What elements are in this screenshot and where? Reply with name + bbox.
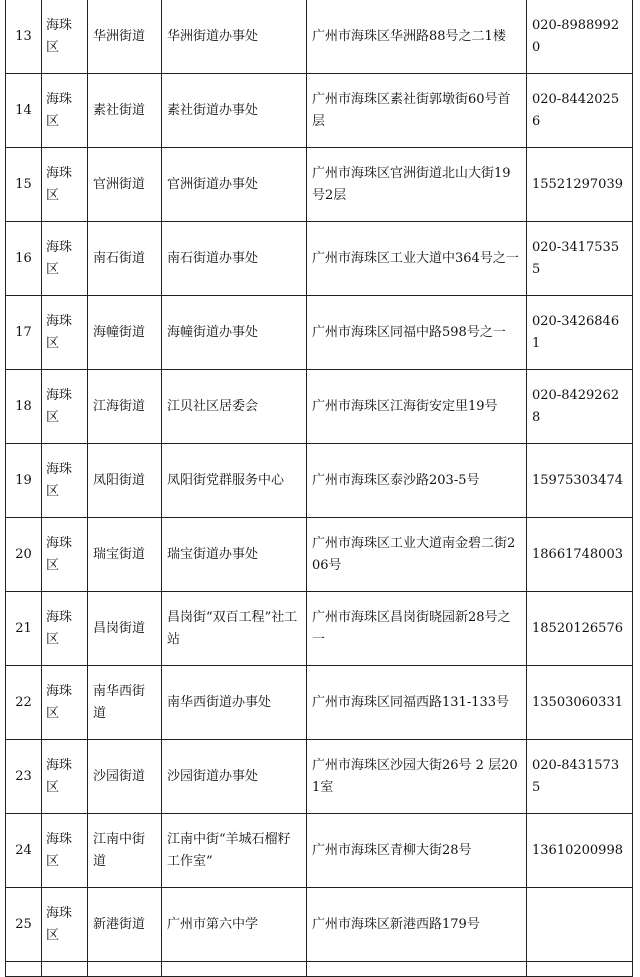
cell-partial (42, 962, 88, 977)
address-cell: 广州市海珠区青柳大街28号 (307, 814, 527, 888)
row-number: 23 (6, 740, 42, 814)
street-cell: 沙园街道 (88, 740, 162, 814)
table-row (6, 74, 633, 148)
table-row (6, 148, 633, 222)
row-number: 16 (6, 222, 42, 296)
row-number: 17 (6, 296, 42, 370)
table-row (6, 518, 633, 592)
site-name-cell: 素社街道办事处 (162, 74, 307, 148)
district-cell: 海珠区 (42, 0, 88, 74)
district-cell: 海珠区 (42, 592, 88, 666)
table-body (6, 0, 633, 962)
phone-cell: 18520126576 (527, 592, 633, 666)
phone-cell: 020-84315735 (527, 740, 633, 814)
row-number: 19 (6, 444, 42, 518)
district-cell: 海珠区 (42, 740, 88, 814)
site-name-cell: 海幢街道办事处 (162, 296, 307, 370)
address-cell: 广州市海珠区官洲街道北山大街19号2层 (307, 148, 527, 222)
street-cell: 官洲街道 (88, 148, 162, 222)
service-site-table (5, 0, 633, 977)
table-row (6, 0, 633, 74)
cell-partial (527, 962, 633, 977)
address-cell: 广州市海珠区素社街郭墩街60号首层 (307, 74, 527, 148)
site-name-cell: 昌岗街“双百工程”社工站 (162, 592, 307, 666)
address-cell: 广州市海珠区工业大道中364号之一 (307, 222, 527, 296)
table-row (6, 740, 633, 814)
address-cell: 广州市海珠区江海街安定里19号 (307, 370, 527, 444)
address-cell: 广州市海珠区新港西路179号 (307, 888, 527, 962)
phone-cell: 15975303474 (527, 444, 633, 518)
district-cell: 海珠区 (42, 74, 88, 148)
row-number: 13 (6, 0, 42, 74)
site-name-cell: 南华西街道办事处 (162, 666, 307, 740)
address-cell: 广州市海珠区同福中路598号之一 (307, 296, 527, 370)
district-cell: 海珠区 (42, 444, 88, 518)
row-number: 20 (6, 518, 42, 592)
table-row (6, 666, 633, 740)
street-cell: 凤阳街道 (88, 444, 162, 518)
district-cell: 海珠区 (42, 888, 88, 962)
site-name-cell: 沙园街道办事处 (162, 740, 307, 814)
street-cell: 瑞宝街道 (88, 518, 162, 592)
row-number: 15 (6, 148, 42, 222)
table-row (6, 814, 633, 888)
phone-cell: 13503060331 (527, 666, 633, 740)
phone-cell (527, 888, 633, 962)
district-cell: 海珠区 (42, 296, 88, 370)
site-name-cell: 官洲街道办事处 (162, 148, 307, 222)
cell-partial (6, 962, 42, 977)
district-cell: 海珠区 (42, 222, 88, 296)
address-cell: 广州市海珠区华洲路88号之二1楼 (307, 0, 527, 74)
site-name-cell: 华洲街道办事处 (162, 0, 307, 74)
service-site-table-container (5, 0, 632, 977)
street-cell: 南石街道 (88, 222, 162, 296)
street-cell: 华洲街道 (88, 0, 162, 74)
cell-partial (162, 962, 307, 977)
row-number: 25 (6, 888, 42, 962)
table-row-partial (6, 962, 633, 977)
table-row (6, 222, 633, 296)
phone-cell: 020-89889920 (527, 0, 633, 74)
row-number: 24 (6, 814, 42, 888)
district-cell: 海珠区 (42, 148, 88, 222)
table-row (6, 444, 633, 518)
table-row (6, 370, 633, 444)
address-cell: 广州市海珠区同福西路131-133号 (307, 666, 527, 740)
row-number: 21 (6, 592, 42, 666)
street-cell: 海幢街道 (88, 296, 162, 370)
table-row (6, 296, 633, 370)
district-cell: 海珠区 (42, 518, 88, 592)
site-name-cell: 江贝社区居委会 (162, 370, 307, 444)
phone-cell: 020-84292628 (527, 370, 633, 444)
street-cell: 江南中街道 (88, 814, 162, 888)
street-cell: 南华西街道 (88, 666, 162, 740)
site-name-cell: 广州市第六中学 (162, 888, 307, 962)
district-cell: 海珠区 (42, 370, 88, 444)
row-number: 22 (6, 666, 42, 740)
district-cell: 海珠区 (42, 814, 88, 888)
phone-cell: 020-34268461 (527, 296, 633, 370)
address-cell: 广州市海珠区泰沙路203-5号 (307, 444, 527, 518)
address-cell: 广州市海珠区沙园大街26号 2 层201室 (307, 740, 527, 814)
address-cell: 广州市海珠区工业大道南金碧二街206号 (307, 518, 527, 592)
site-name-cell: 凤阳街党群服务中心 (162, 444, 307, 518)
street-cell: 江海街道 (88, 370, 162, 444)
row-number: 18 (6, 370, 42, 444)
site-name-cell: 南石街道办事处 (162, 222, 307, 296)
street-cell: 素社街道 (88, 74, 162, 148)
row-number: 14 (6, 74, 42, 148)
phone-cell: 020-84420256 (527, 74, 633, 148)
phone-cell: 13610200998 (527, 814, 633, 888)
street-cell: 新港街道 (88, 888, 162, 962)
cell-partial (307, 962, 527, 977)
district-cell: 海珠区 (42, 666, 88, 740)
site-name-cell: 江南中街“羊城石榴籽工作室” (162, 814, 307, 888)
phone-cell: 18661748003 (527, 518, 633, 592)
street-cell: 昌岗街道 (88, 592, 162, 666)
table-row (6, 888, 633, 962)
site-name-cell: 瑞宝街道办事处 (162, 518, 307, 592)
cell-partial (88, 962, 162, 977)
phone-cell: 15521297039 (527, 148, 633, 222)
address-cell: 广州市海珠区昌岗街晓园新28号之一 (307, 592, 527, 666)
table-row (6, 592, 633, 666)
phone-cell: 020-34175355 (527, 222, 633, 296)
